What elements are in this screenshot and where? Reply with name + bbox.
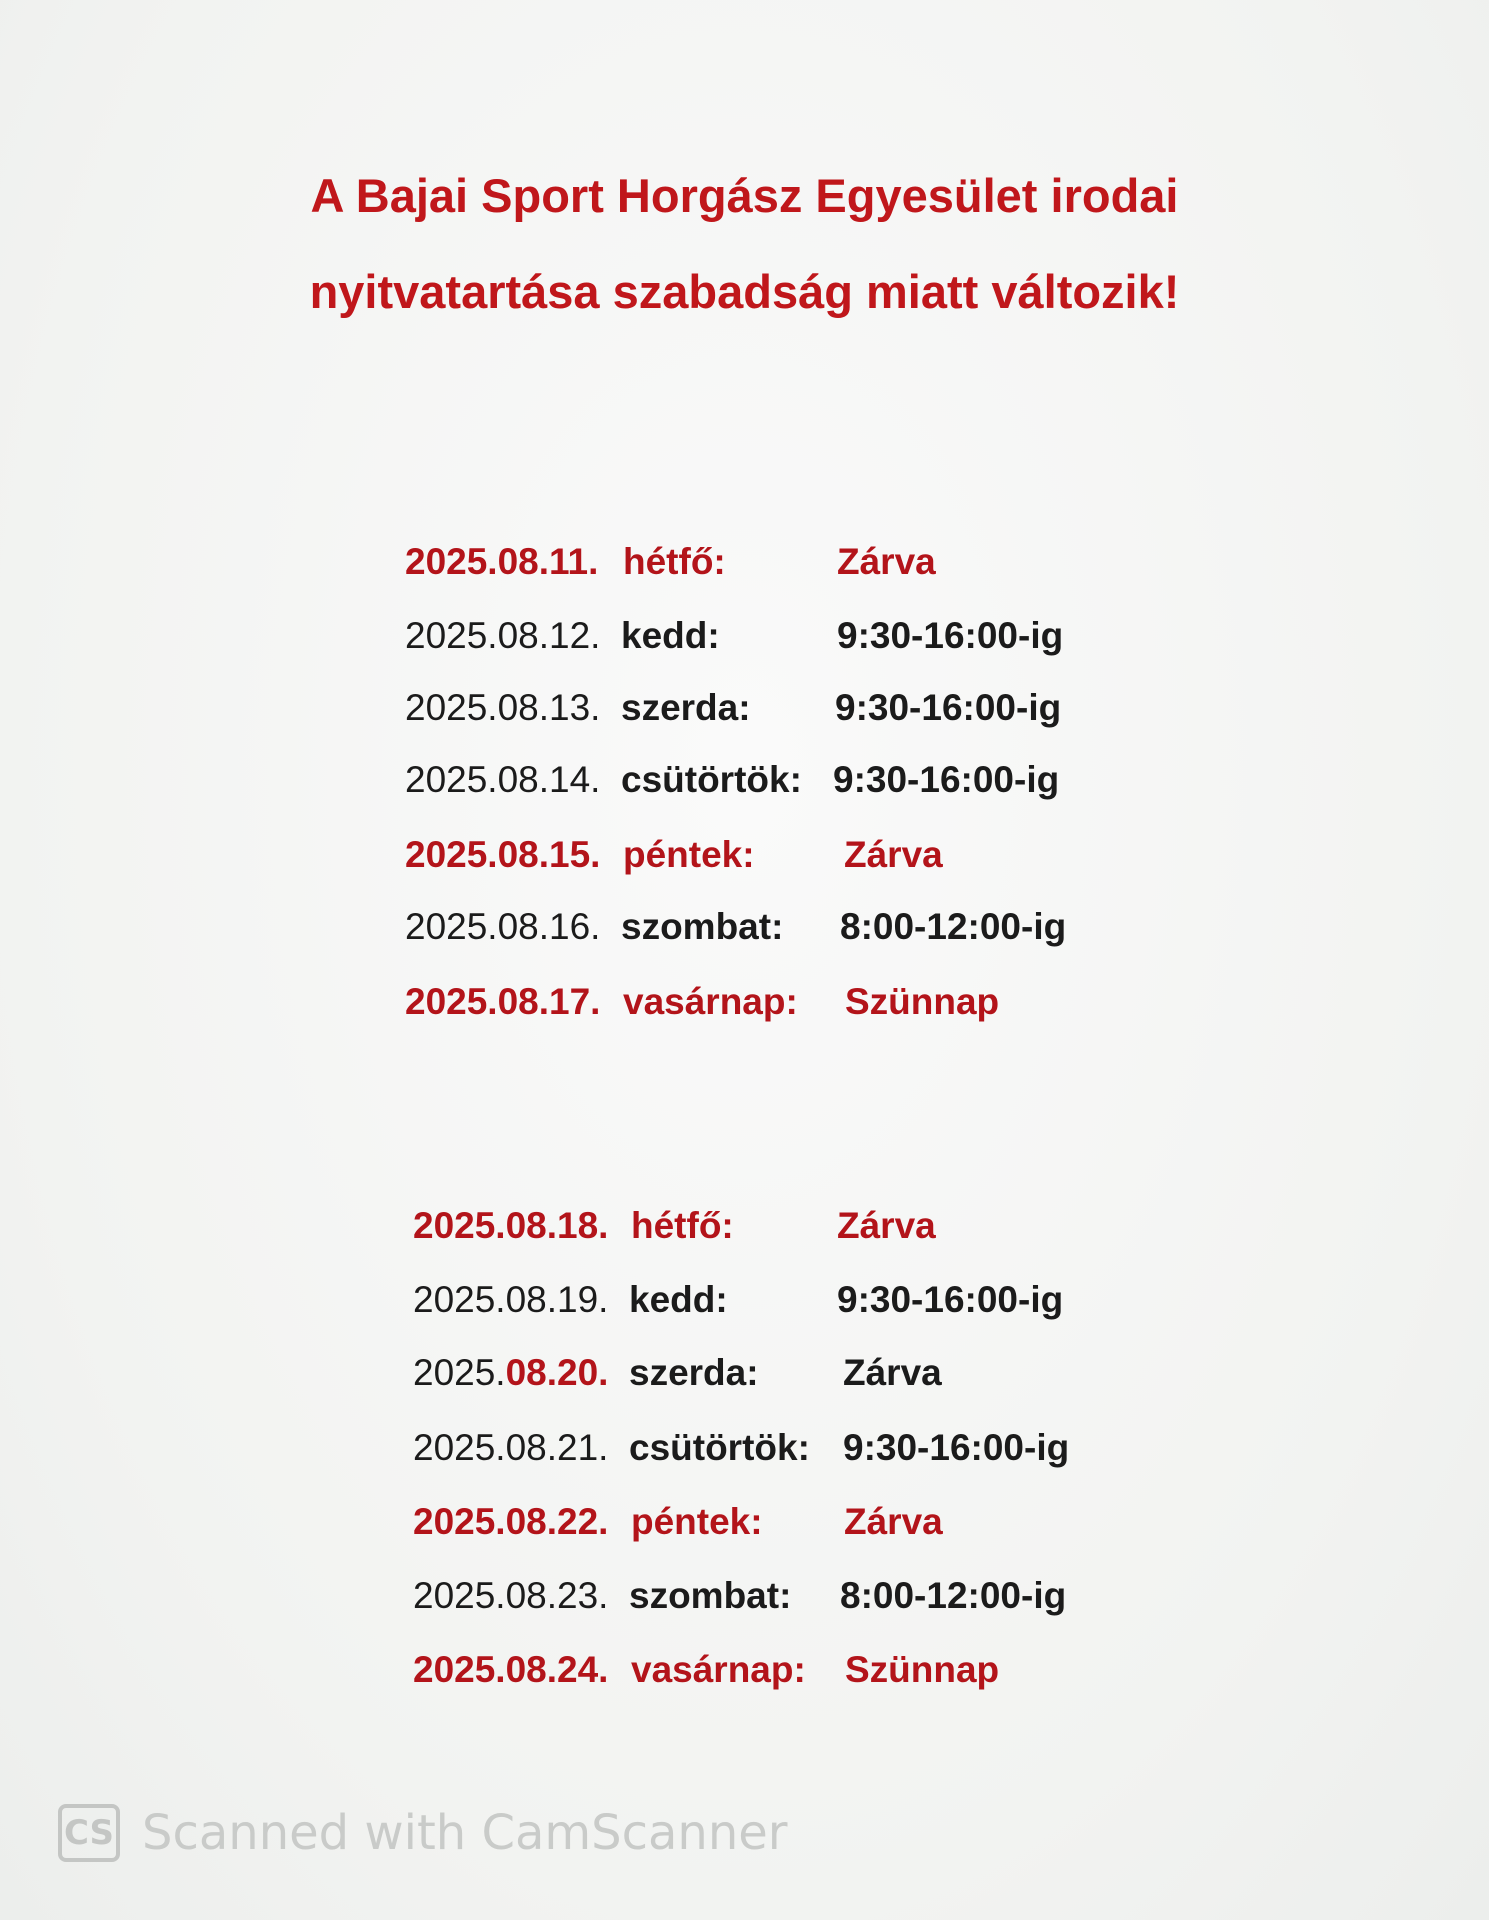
row-day: vasárnap: <box>623 981 798 1022</box>
watermark-text: Scanned with CamScanner <box>142 1805 788 1861</box>
row-hours: Zárva <box>837 1205 936 1246</box>
row-date: 2025.08.18. <box>413 1205 609 1246</box>
row-hours: 9:30-16:00-ig <box>837 1279 1064 1320</box>
row-hours: 9:30-16:00-ig <box>833 759 1060 800</box>
row-hours: 9:30-16:00-ig <box>835 687 1062 728</box>
row-date: 2025.08.17. <box>405 981 601 1022</box>
camscanner-watermark <box>58 1800 788 1866</box>
row-date: 2025.08.24. <box>413 1649 609 1690</box>
row-day: szombat: <box>621 906 784 947</box>
row-hours: 8:00-12:00-ig <box>840 1575 1067 1616</box>
row-hours: 8:00-12:00-ig <box>840 906 1067 947</box>
row-hours: Zárva <box>844 1501 943 1542</box>
row-day: csütörtök: <box>621 759 802 800</box>
row-day: hétfő: <box>631 1205 734 1246</box>
row-day: kedd: <box>629 1279 728 1320</box>
row-day: szombat: <box>629 1575 792 1616</box>
notice-title-line-1: A Bajai Sport Horgász Egyesület irodai <box>310 169 1179 222</box>
row-day: szerda: <box>621 687 751 728</box>
row-day: vasárnap: <box>631 1649 806 1690</box>
row-date: 2025.08.13. <box>405 687 601 728</box>
row-date: 2025.08.21. <box>413 1427 609 1468</box>
row-hours: Szünnap <box>845 981 1000 1022</box>
row-date-rest: 08.20. <box>505 1352 609 1393</box>
row-day: kedd: <box>621 615 720 656</box>
row-date: 2025.08.22. <box>413 1501 609 1542</box>
row-hours: 9:30-16:00-ig <box>843 1427 1070 1468</box>
row-date: 2025.08.23. <box>413 1575 609 1616</box>
row-date-year: 2025. <box>413 1352 506 1393</box>
row-date: 2025.08.16. <box>405 906 601 947</box>
row-date <box>413 1349 608 1397</box>
camscanner-logo-icon: CS <box>58 1804 120 1862</box>
row-date: 2025.08.15. <box>405 834 601 875</box>
row-day: péntek: <box>631 1501 763 1542</box>
notice-title-line-2: nyitvatartása szabadság miatt változik! <box>309 265 1180 318</box>
row-hours: Szünnap <box>845 1649 1000 1690</box>
row-date: 2025.08.11. <box>405 541 599 582</box>
row-hours: Zárva <box>843 1352 942 1393</box>
row-day: szerda: <box>629 1352 759 1393</box>
row-day: péntek: <box>623 834 755 875</box>
row-date: 2025.08.14. <box>405 759 601 800</box>
row-date: 2025.08.12. <box>405 615 601 656</box>
row-day: csütörtök: <box>629 1427 810 1468</box>
row-hours: Zárva <box>837 541 936 582</box>
row-date: 2025.08.19. <box>413 1279 609 1320</box>
row-hours: 9:30-16:00-ig <box>837 615 1064 656</box>
row-day: hétfő: <box>623 541 726 582</box>
row-hours: Zárva <box>844 834 943 875</box>
